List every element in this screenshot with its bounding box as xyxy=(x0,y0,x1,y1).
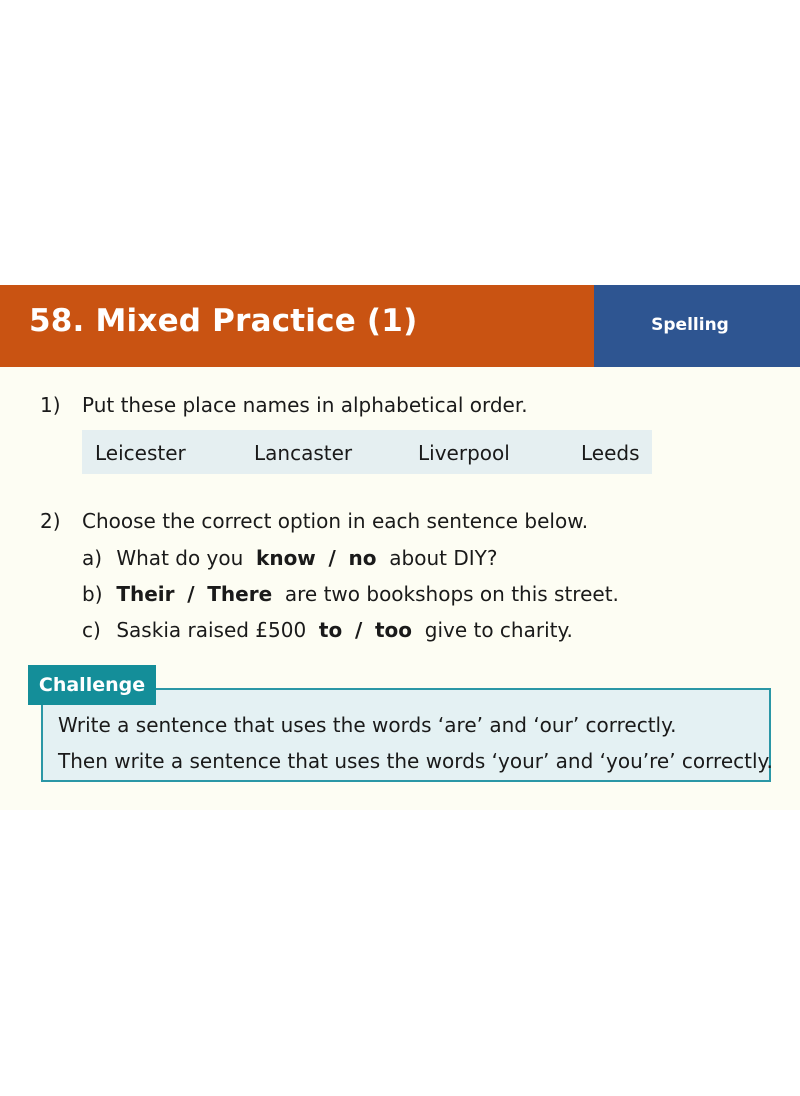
challenge-line-2: Then write a sentence that uses the words ‘your’ and ‘you’re’ correctly. xyxy=(58,749,773,773)
question-2-number: 2) xyxy=(40,509,61,533)
sentence-b xyxy=(82,582,619,606)
word-item: Lancaster xyxy=(254,441,353,465)
question-1 xyxy=(40,393,528,417)
sentence-before: Saskia raised £500 xyxy=(116,618,307,642)
option-2[interactable]: too xyxy=(374,618,413,642)
word-list-box xyxy=(82,430,652,474)
sentence-a xyxy=(82,546,497,570)
option-2[interactable]: There xyxy=(207,582,273,606)
title-banner xyxy=(0,285,594,367)
option-1[interactable]: to xyxy=(318,618,343,642)
sentence-after: are two bookshops on this street. xyxy=(284,582,619,606)
question-2 xyxy=(40,509,588,533)
sentence-after: give to charity. xyxy=(424,618,573,642)
sentence-c xyxy=(82,618,573,642)
sentence-before: What do you xyxy=(116,546,244,570)
word-item: Leeds xyxy=(581,441,640,465)
challenge-label: Challenge xyxy=(38,674,146,696)
challenge-tab xyxy=(28,665,156,705)
word-item: Liverpool xyxy=(418,441,510,465)
sentence-after: about DIY? xyxy=(389,546,498,570)
option-separator: / xyxy=(187,582,195,606)
option-separator: / xyxy=(328,546,336,570)
word-item: Leicester xyxy=(95,441,186,465)
sentence-label: c) xyxy=(82,618,101,642)
sentence-label: b) xyxy=(82,582,103,606)
sentence-label: a) xyxy=(82,546,103,570)
question-2-text: Choose the correct option in each sentence below. xyxy=(82,509,589,533)
topic-banner xyxy=(594,285,800,367)
challenge-line-1: Write a sentence that uses the words ‘are’ and ‘our’ correctly. xyxy=(58,713,677,737)
question-1-number: 1) xyxy=(40,393,61,417)
option-1[interactable]: Their xyxy=(116,582,175,606)
worksheet-card xyxy=(0,285,800,810)
page-title: 58. Mixed Practice (1) xyxy=(29,303,418,339)
option-separator: / xyxy=(354,618,363,642)
option-2[interactable]: no xyxy=(348,546,377,570)
question-1-text: Put these place names in alphabetical order. xyxy=(82,393,528,417)
option-1[interactable]: know xyxy=(256,546,316,570)
topic-tag: Spelling xyxy=(651,315,729,335)
